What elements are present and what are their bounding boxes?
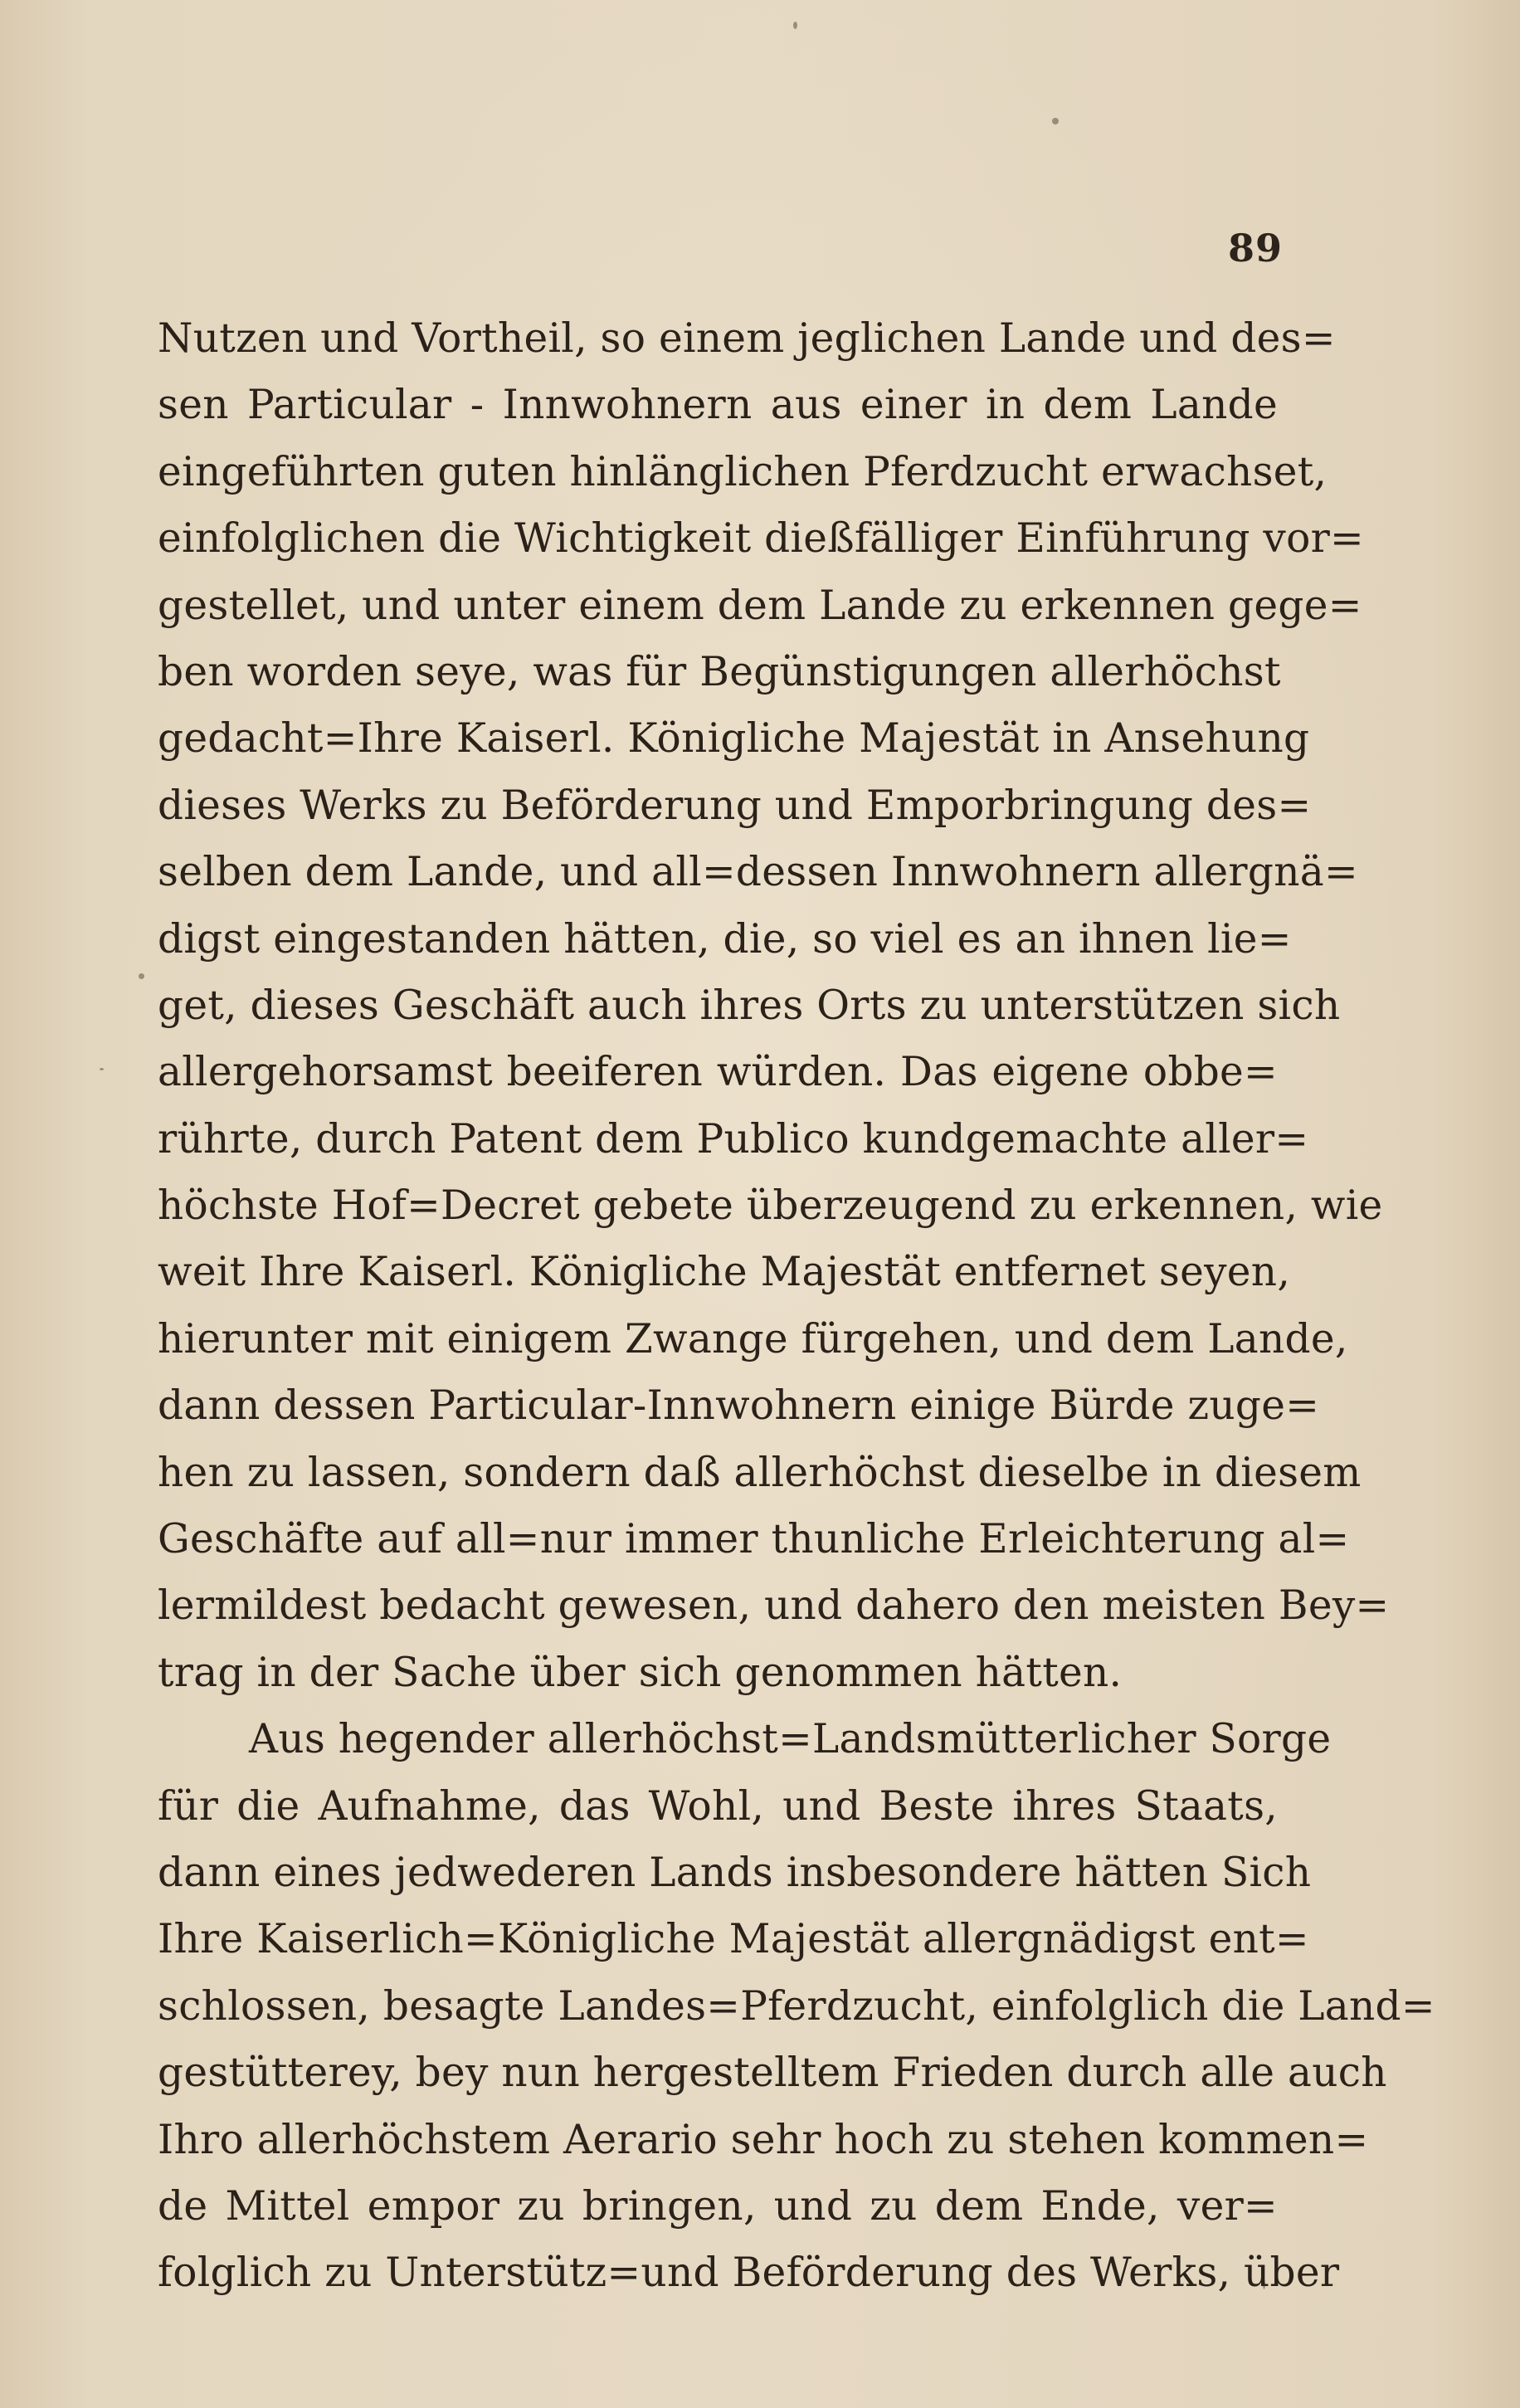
text-line: allergehorsamst beeiferen würden. Das eigene obbe= <box>158 1049 1278 1096</box>
text-line: dann dessen Particular-Innwohnern einige Bürde zuge= <box>158 1382 1320 1430</box>
text-line: digst eingestanden hätten, die, so viel es an ihnen lie= <box>158 915 1292 963</box>
text-line: trag in der Sache über sich genommen hätten. <box>158 1649 1123 1696</box>
text-line: gedacht=Ihre Kaiserl. Königliche Majestät in Ansehung <box>158 715 1310 763</box>
text-line: gestütterey, bey nun hergestelltem Frieden durch alle auch <box>158 2050 1387 2097</box>
text-line: für die Aufnahme, das Wohl, und Beste ihres Staats, <box>158 1782 1278 1830</box>
text-line: Ihro allerhöchstem Aerario sehr hoch zu stehen kommen= <box>158 2116 1369 2163</box>
text-line: sen Particular - Innwohnern aus einer in dem Lande <box>158 382 1278 429</box>
text-line: hen zu lassen, sondern daß allerhöchst dieselbe in diesem <box>158 1449 1362 1496</box>
paper-speck <box>100 1068 104 1070</box>
page-number: 89 <box>1228 226 1284 271</box>
body-text <box>158 305 1435 2307</box>
text-line: gestellet, und unter einem dem Lande zu erkennen gege= <box>158 582 1362 629</box>
paper-speck <box>1052 118 1059 124</box>
text-line: weit Ihre Kaiserl. Königliche Majestät entfernet seyen, <box>158 1249 1291 1296</box>
text-line: rührte, durch Patent dem Publico kundgemachte aller= <box>158 1115 1309 1163</box>
text-line: folglich zu Unterstütz=und Beförderung des Werks, über <box>158 2250 1340 2297</box>
text-line: Aus hegender allerhöchst=Landsmütterlicher Sorge <box>249 1716 1332 1763</box>
text-line: get, dieses Geschäft auch ihres Orts zu unterstützen sich <box>158 982 1341 1029</box>
text-line: dann eines jedwederen Lands insbesondere hätten Sich <box>158 1849 1312 1896</box>
text-line: eingeführten guten hinlänglichen Pferdzucht erwachset, <box>158 448 1328 495</box>
text-line: lermildest bedacht gewesen, und dahero den meisten Bey= <box>158 1582 1390 1630</box>
text-line: schlossen, besagte Landes=Pferdzucht, einfolglich die Land= <box>158 1982 1435 2030</box>
text-line: hierunter mit einigem Zwange fürgehen, und dem Lande, <box>158 1315 1348 1362</box>
text-line: Ihre Kaiserlich=Königliche Majestät allergnädigst ent= <box>158 1916 1309 1963</box>
text-line: ben worden seye, was für Begünstigungen allerhöchst <box>158 648 1281 695</box>
text-line: dieses Werks zu Beförderung und Emporbringung des= <box>158 782 1312 829</box>
text-line: Nutzen und Vortheil, so einem jeglichen Lande und des= <box>158 315 1336 362</box>
text-line: selben dem Lande, und all=dessen Innwohnern allergnä= <box>158 849 1358 896</box>
text-line: Geschäfte auf all=nur immer thunliche Erleichterung al= <box>158 1516 1350 1563</box>
paper-speck <box>793 22 797 29</box>
text-line: de Mittel empor zu bringen, und zu dem Ende, ver= <box>158 2182 1278 2230</box>
paper-speck <box>139 973 144 979</box>
text-line: einfolglichen die Wichtigkeit dießfälliger Einführung vor= <box>158 515 1364 563</box>
text-line: höchste Hof=Decret gebete überzeugend zu erkennen, wie <box>158 1182 1383 1230</box>
